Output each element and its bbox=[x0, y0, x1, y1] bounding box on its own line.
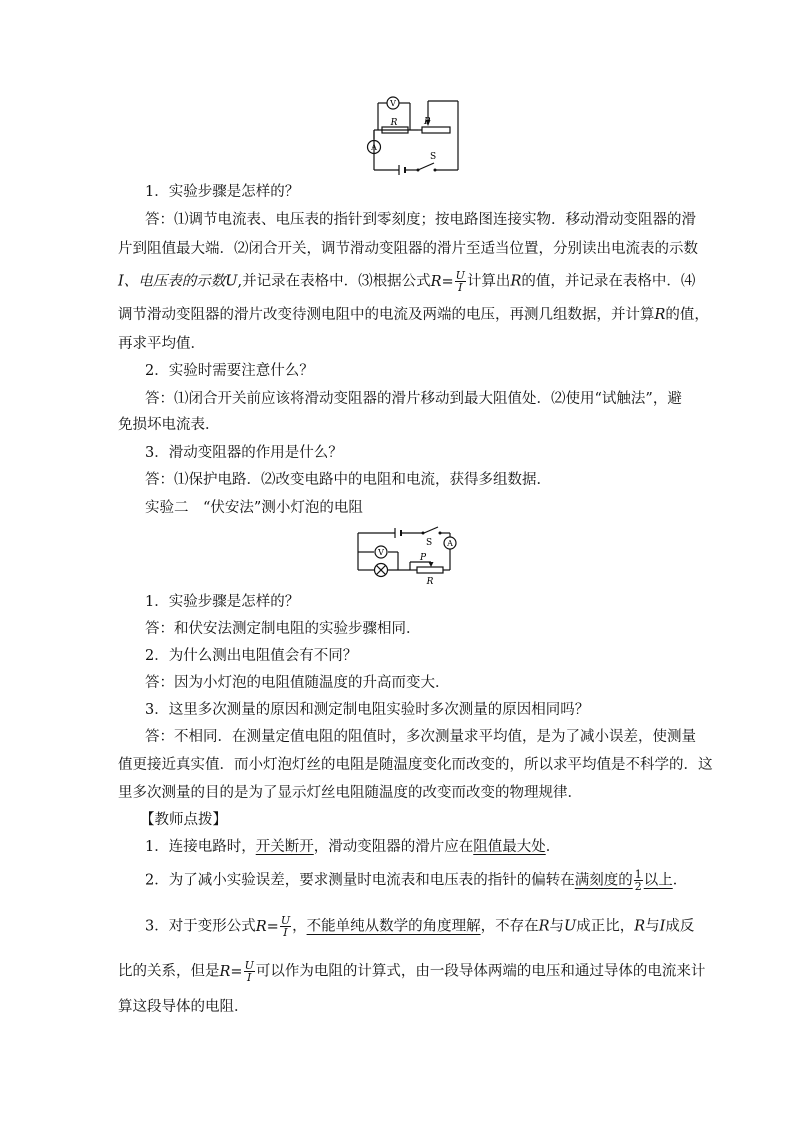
q1-a3d: 计算出 bbox=[466, 273, 511, 290]
circuit1-switch-label: S bbox=[430, 152, 437, 162]
e2q2-answer: 答：因为小灯泡的电阻值随温度的升高而变大． bbox=[145, 675, 450, 691]
circuit2-slider-label: P bbox=[419, 553, 426, 563]
q2-answer-line1: 答：⑴闭合开关前应该将滑动变阻器的滑片移动到最大阻值处．⑵使用“试触法”，避 bbox=[145, 391, 682, 407]
circuit2-rheostat-label: R bbox=[426, 577, 434, 586]
circuit2-ammeter-label: A bbox=[447, 539, 453, 548]
tip2: 2．为了减小实验误差，要求测量时电流表和电压表的指针的偏转在满刻度的 $\frac{1}{2}$ 以上． bbox=[145, 868, 688, 893]
circuit-diagram-fixed-resistor bbox=[360, 92, 470, 176]
e2q3-answer-line1: 答：不相同．在测量定值电阻的阻值时，多次测量求平均值，是为了减小误差，使测量 bbox=[145, 729, 696, 745]
e2q1-answer: 答：和伏安法测定制电阻的实验步骤相同． bbox=[145, 621, 421, 637]
e2q1-title: 1．实验步骤是怎样的？ bbox=[145, 594, 300, 610]
q1-a3b: U bbox=[225, 273, 238, 290]
q1-answer-line4: 调节滑动变阻器的滑片改变待测电阻中的电流及两端的电压，再测几组数据，并计算R的值， bbox=[118, 307, 709, 323]
q1-a3a: I、电压表的示数 bbox=[118, 273, 226, 290]
circuit1-ammeter-label: A bbox=[371, 143, 377, 152]
formula-r-eq-u-over-i: R= $\frac{U}{I}$ bbox=[255, 914, 291, 939]
q2-title: 2．实验时需要注意什么？ bbox=[145, 363, 314, 379]
q1-answer-line1: 答：⑴调节电流表、电压表的指针到零刻度；按电路图连接实物．移动滑动变阻器的滑 bbox=[145, 212, 696, 228]
tip1: 1．连接电路时，开关断开，滑动变阻器的滑片应在阻值最大处． bbox=[145, 839, 561, 855]
e2q3-answer-line2: 值更接近真实值．而小灯泡灯丝的电阻是随温度变化而改变的，所以求平均值是不科学的．这 bbox=[118, 757, 713, 773]
q3-answer: 答：⑴保护电路．⑵改变电路中的电阻和电流，获得多组数据． bbox=[145, 472, 551, 488]
fraction-one-half: $\frac{1}{2}$ bbox=[634, 868, 642, 893]
q1-answer-line2: 片到阻值最大端．⑵闭合开关，调节滑动变阻器的滑片至适当位置，分别读出电流表的示数 bbox=[118, 241, 698, 257]
circuit1-slider-label: P bbox=[423, 117, 430, 127]
experiment2-heading: 实验二 “伏安法”测小灯泡的电阻 bbox=[145, 500, 363, 516]
circuit-diagram-lamp bbox=[352, 522, 468, 586]
e2q3-answer-line3: 里多次测量的目的是为了显示灯丝电阻随温度的改变而改变的物理规律． bbox=[118, 785, 582, 801]
formula-r-eq-u-over-i: R= $\frac{U}{I}$ bbox=[430, 269, 465, 294]
circuit2-switch-label: S bbox=[426, 538, 433, 548]
q1-title: 1．实验步骤是怎样的？ bbox=[145, 184, 300, 200]
e2q2-title: 2．为什么测出电阻值会有不同？ bbox=[145, 648, 358, 664]
circuit1-voltmeter-label: V bbox=[390, 99, 396, 108]
q2-answer-line2: 免损坏电流表． bbox=[118, 417, 220, 433]
e2q3-title: 3．这里多次测量的原因和测定制电阻实验时多次测量的原因相同吗？ bbox=[145, 702, 590, 718]
q3-title: 3．滑动变阻器的作用是什么？ bbox=[145, 445, 343, 461]
q1-a3c: ,并记录在表格中．⑶根据公式 bbox=[237, 273, 431, 290]
tip3-line1: 3．对于变形公式R= $\frac{U}{I}$ ，不能单纯从数学的角度理解，不存在R与U成正比，R与I成反 bbox=[145, 914, 695, 939]
tip3-line2: 比的关系，但是R= $\frac{U}{I}$ 可以作为电阻的计算式，由一段导体两端的电压和通过导体的电流来计 bbox=[118, 959, 706, 984]
formula-r-eq-u-over-i: R= $\frac{U}{I}$ bbox=[219, 959, 254, 984]
q1-a3f: 的值，并记录在表格中．⑷ bbox=[521, 273, 696, 290]
tip3-line3: 算这段导体的电阻． bbox=[118, 999, 249, 1015]
circuit2-voltmeter-label: V bbox=[378, 548, 384, 557]
q1-answer-line5: 再求平均值． bbox=[118, 336, 205, 352]
teacher-tips-heading: 【教师点拨】 bbox=[140, 812, 227, 828]
circuit1-resistor-label: R bbox=[390, 118, 398, 128]
q1-a3e: R bbox=[510, 273, 522, 290]
q1-answer-line3 bbox=[118, 269, 696, 294]
